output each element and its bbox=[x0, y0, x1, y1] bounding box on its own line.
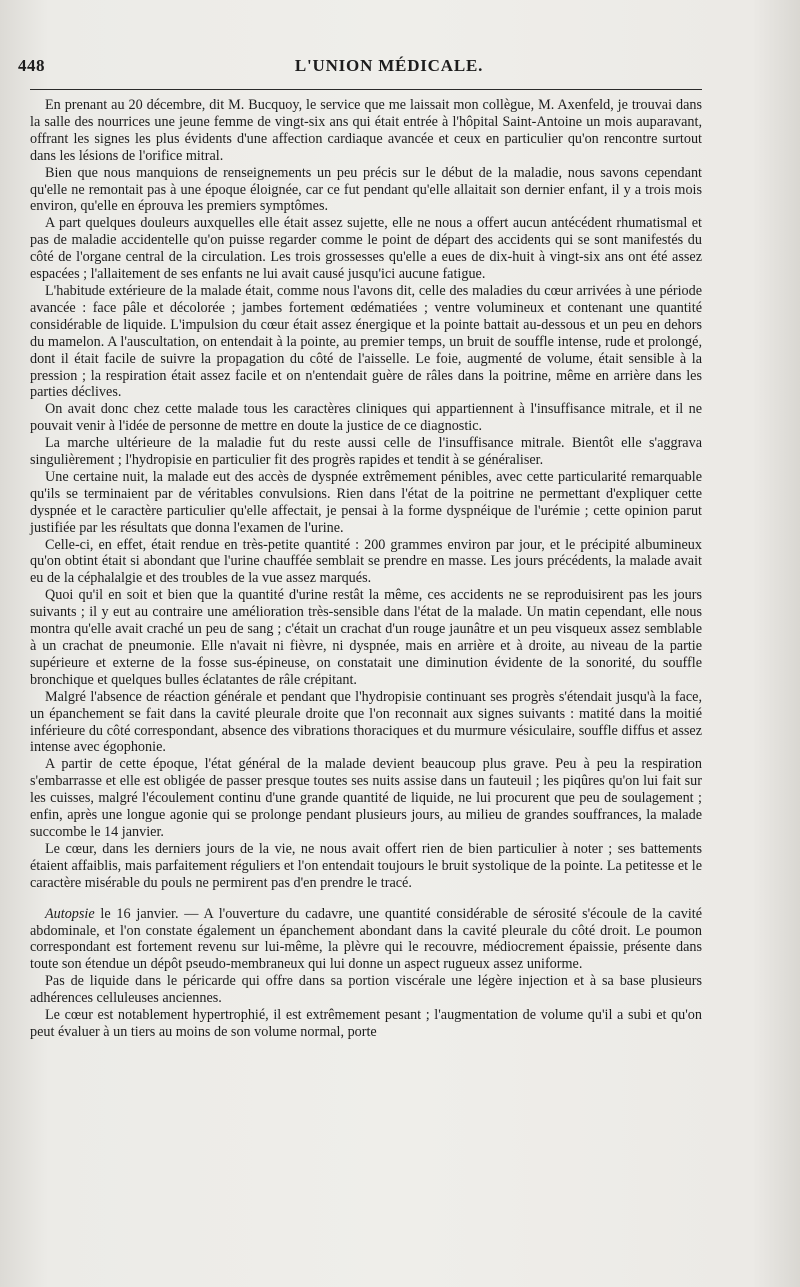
paragraph: Une certaine nuit, la malade eut des accès de dyspnée extrêmement pénibles, avec cette particularité remarquable qu'ils se terminaient par de véritables convulsions. Rien dans l'état de la poitrine ne permettant d'expliquer cette dyspnée et le caractère particulier qu'elle affectait, je pensai à la forme dyspnéique de l'urémie ; cette opinion parut justifiée par les résultats que donna l'examen de l'urine. bbox=[30, 468, 702, 536]
paragraph: Quoi qu'il en soit et bien que la quantité d'urine restât la même, ces accidents ne se reproduisirent pas les jours suivants ; il y eut au contraire une amélioration très-sensible dans l'état de la malade. Un matin cependant, elle nous montra qu'elle avait craché un peu de sang ; c'était un crachat d'un rouge jaunâtre et un peu visqueux assez semblable à un crachat de pneumonie. Elle n'avait ni fièvre, ni dyspnée, mais en arrière et à droite, au niveau de la partie supérieure et externe de la fosse sus-épineuse, on constatait une diminution évidente de la sonorité, du souffle bronchique et quelques bulles éclatantes de râle crépitant. bbox=[30, 587, 702, 688]
paragraph: L'habitude extérieure de la malade était, comme nous l'avons dit, celle des maladies du cœur arrivées à une période avancée : face pâle et décolorée ; jambes fortement œdématiées ; ventre volumineux et contenant une quantité considérable de liquide. L'impulsion du cœur était assez énergique et la pointe battait au-dessous et un peu en dehors du mamelon. A l'auscultation, on entendait à la pointe, au premier temps, un bruit de souffle intense, rude et prolongé, dont il était facile de suivre la propagation du côté de l'aisselle. Le foie, augmenté de volume, était sensible à la pression ; la respiration était assez facile et on n'entendait guère de râles dans la poitrine, même en arrière dans les parties déclives. bbox=[30, 282, 702, 401]
paragraph: Le cœur, dans les derniers jours de la vie, ne nous avait offert rien de bien particulier à noter ; ses battements étaient affaiblis, mais parfaitement réguliers et l'on entendait toujours le bruit systolique de la pointe. La petitesse et le caractère misérable du pouls ne permirent pas d'en prendre le tracé. bbox=[30, 840, 702, 891]
paragraph: On avait donc chez cette malade tous les caractères cliniques qui appartiennent à l'insuffisance mitrale, et il ne pouvait venir à l'idée de personne de mettre en doute la justice de ce diagnostic. bbox=[30, 401, 702, 435]
autopsy-lead: Autopsie bbox=[45, 905, 95, 922]
header-rule bbox=[30, 89, 702, 90]
running-title: L'UNION MÉDICALE. bbox=[294, 56, 484, 75]
paragraph: En prenant au 20 décembre, dit M. Bucquoy, le service que me laissait mon collègue, M. Axenfeld, je trouvai dans la salle des nourrices une jeune femme de vingt-six ans qui était entrée à l'hôpital Saint-Antoine un mois auparavant, offrant les signes les plus évidents d'une affection cardiaque avancée et ceux en particulier qu'on rencontre surtout dans les lésions de l'orifice mitral. bbox=[30, 97, 702, 164]
autopsy-paragraph bbox=[30, 906, 702, 974]
paragraph: Bien que nous manquions de renseignements un peu précis sur le début de la maladie, nous savons cependant qu'elle ne remontait pas à une époque éloignée, car ce fut pendant qu'elle allaitait son dernier enfant, il y a trois mois environ, qu'elle en éprouva les premiers symptômes. bbox=[30, 164, 702, 215]
paragraph: A partir de cette époque, l'état général de la malade devient beaucoup plus grave. Peu à peu la respiration s'embarrasse et elle est obligée de passer presque toutes ses nuits assise dans un fauteuil ; les piqûres qu'on lui fait sur les cuisses, malgré l'écoulement continu d'une grande quantité de liquide, ne lui procurent que peu de soulagement ; enfin, après une longue agonie qui se prolonge pendant plusieurs jours, au milieu de grandes souffrances, la malade succombe le 14 janvier. bbox=[30, 756, 702, 840]
article-body bbox=[30, 97, 702, 1041]
paragraph: Celle-ci, en effet, était rendue en très-petite quantité : 200 grammes environ par jour, et le précipité albumineux qu'on obtint était si abondant que l'urine chauffée semblait se prendre en masse. Les jours précédents, la malade avait eu de la céphalalgie et des troubles de la vue assez marqués. bbox=[30, 536, 702, 587]
paragraph: Pas de liquide dans le péricarde qui offre dans sa portion viscérale une légère injection et à sa base plusieurs adhérences celluleuses anciennes. bbox=[30, 973, 702, 1007]
page-number: 448 bbox=[18, 56, 45, 75]
paragraph: A part quelques douleurs auxquelles elle était assez sujette, elle ne nous a offert aucun antécédent rhumatismal et pas de maladie accidentelle qu'on puisse regarder comme le point de départ des accidents qui se sont manifestés du côté de l'organe central de la circulation. Les trois grossesses qu'elle a eues de dix-huit à vingt-six ans ont été assez espacées ; l'allaitement de ses enfants ne lui avait causé jusqu'ici aucune fatigue. bbox=[30, 215, 702, 283]
paragraph: Malgré l'absence de réaction générale et pendant que l'hydropisie continuant ses progrès s'étendait jusqu'à la face, un épanchement se fait dans la cavité pleurale droite que l'on reconnait aux signes suivants : matité dans la moitié inférieure du côté correspondant, absence des vibrations thoraciques et du murmure vésiculaire, souffle diffus et assez intense avec égophonie. bbox=[30, 688, 702, 756]
page-header bbox=[18, 56, 760, 82]
autopsy-text: le 16 janvier. — A l'ouverture du cadavre, une quantité considérable de sérosité s'écoule de la cavité abdominale, et l'on constate également un épanchement abondant dans la cavité pleurale du côté droit. Le poumon correspondant est fortement revenu sur lui-même, la plèvre qui le recouvre, médiocrement épaissie, présente dans toute son étendue un dépôt pseudo-membraneux qui lui donne un aspect rugueux assez uniforme. bbox=[30, 905, 702, 973]
paragraph: La marche ultérieure de la maladie fut du reste aussi celle de l'insuffisance mitrale. Bientôt elle s'aggrava singulièrement ; l'hydropisie en particulier fit des progrès rapides et tendit à se généraliser. bbox=[30, 435, 702, 469]
paragraph: Le cœur est notablement hypertrophié, il est extrêmement pesant ; l'augmentation de volume qu'il a subi et qu'on peut évaluer à un tiers au moins de son volume normal, porte bbox=[30, 1007, 702, 1040]
